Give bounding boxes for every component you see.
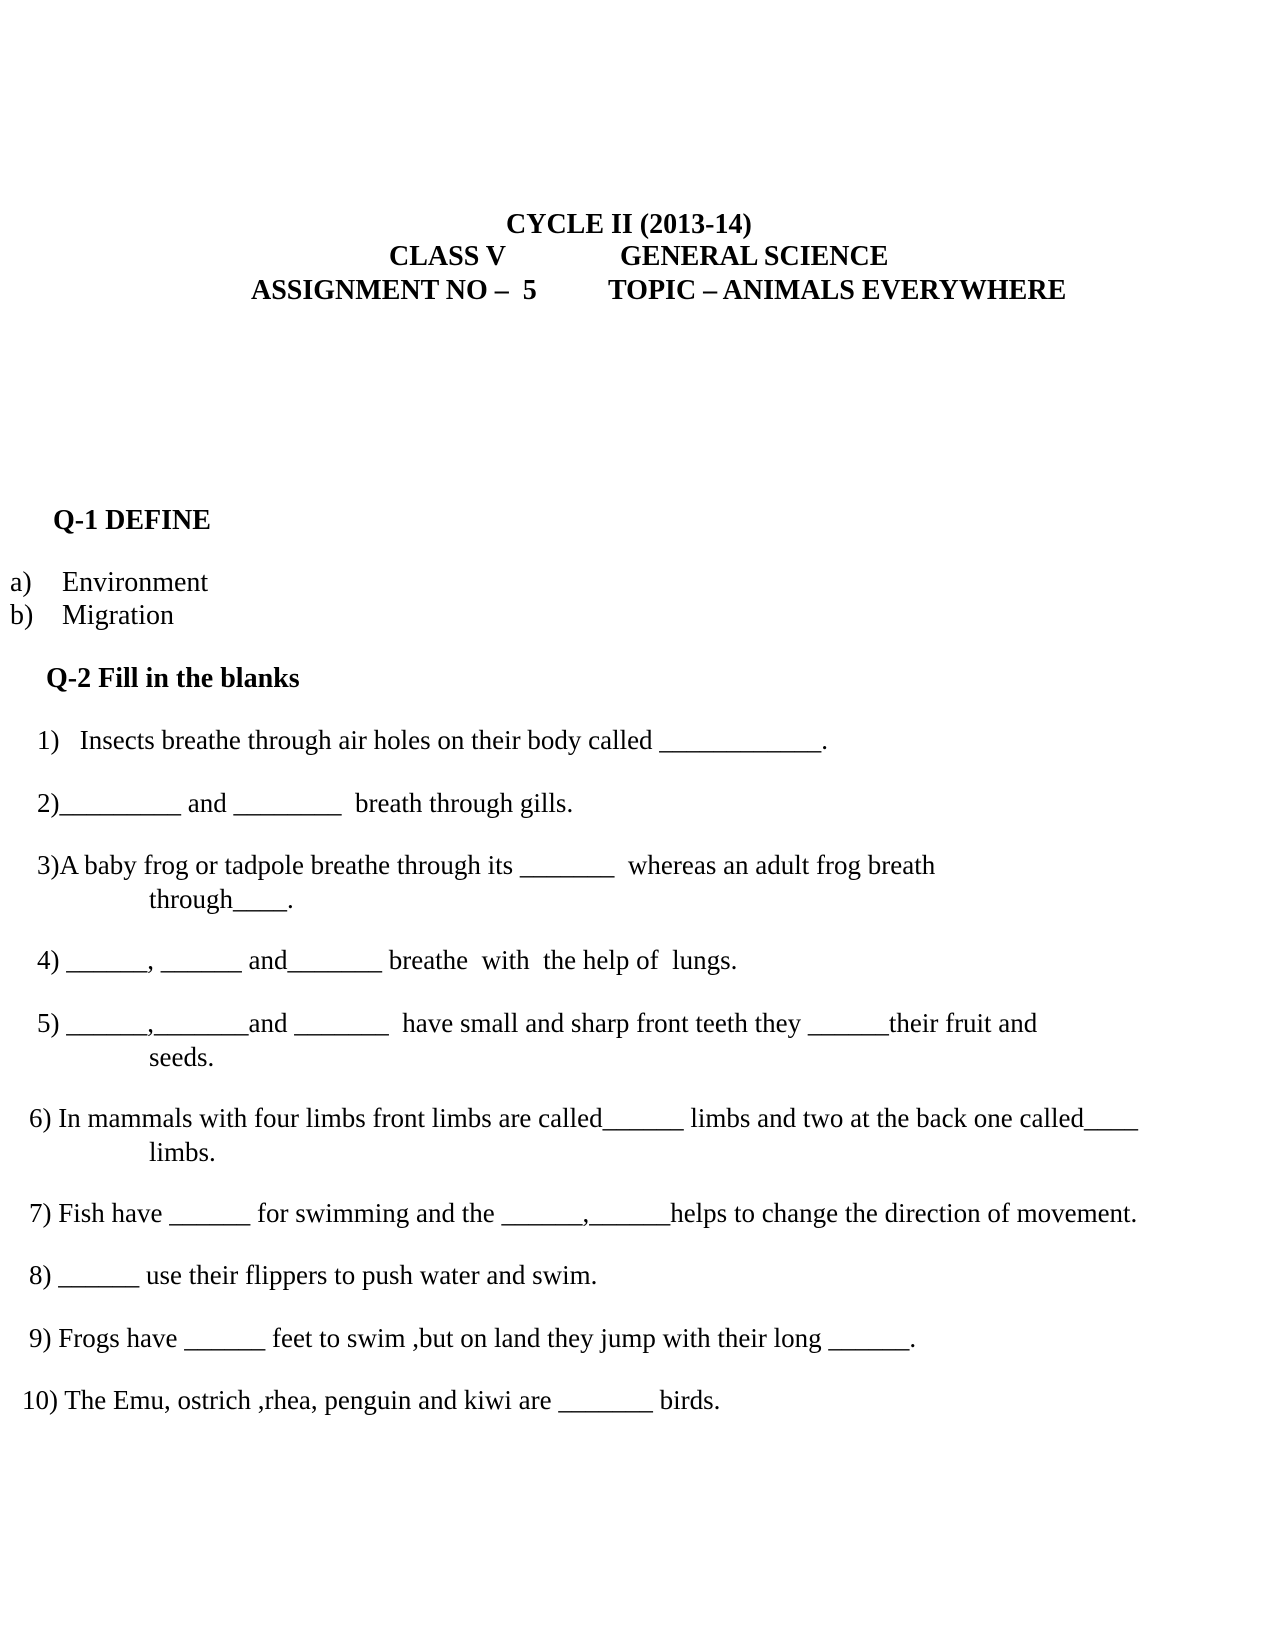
- q2-item-8: 8) ______ use their flippers to push water and swim.: [29, 1260, 598, 1290]
- q1-item-a-text: Environment: [62, 567, 209, 598]
- header-cycle: CYCLE II (2013-14): [506, 209, 752, 240]
- header-assignment: ASSIGNMENT NO – 5: [251, 275, 537, 306]
- header-topic: TOPIC – ANIMALS EVERYWHERE: [608, 275, 1067, 306]
- q1-item-b-text: Migration: [62, 600, 174, 631]
- q2-item-3-cont: through____.: [149, 884, 294, 914]
- header-class: CLASS V: [389, 241, 506, 272]
- q2-heading: Q-2 Fill in the blanks: [46, 663, 300, 694]
- q2-item-5-cont: seeds.: [149, 1042, 215, 1072]
- q2-item-6: 6) In mammals with four limbs front limbs are called______ limbs and two at the back one called____: [29, 1103, 1138, 1133]
- q2-item-3: 3)A baby frog or tadpole breathe through its _______ whereas an adult frog breath: [37, 850, 936, 880]
- q2-item-2: 2)_________ and ________ breath through gills.: [37, 788, 574, 818]
- q2-item-7: 7) Fish have ______ for swimming and the ______,______helps to change the direction of movement.: [29, 1198, 1138, 1228]
- q1-item-a-marker: a): [10, 567, 32, 598]
- q1-heading: Q-1 DEFINE: [53, 505, 211, 536]
- q2-item-5: 5) ______,_______and _______ have small and sharp front teeth they ______their fruit and: [37, 1008, 1038, 1038]
- q2-item-6-cont: limbs.: [149, 1137, 216, 1167]
- q2-item-10: 10) The Emu, ostrich ,rhea, penguin and kiwi are _______ birds.: [22, 1385, 721, 1415]
- q2-item-9: 9) Frogs have ______ feet to swim ,but on land they jump with their long ______.: [29, 1323, 917, 1353]
- q2-item-4: 4) ______, ______ and_______ breathe with the help of lungs.: [37, 945, 738, 975]
- q1-item-b-marker: b): [10, 600, 34, 631]
- header-subject: GENERAL SCIENCE: [620, 241, 889, 272]
- q2-item-1: 1) Insects breathe through air holes on their body called ____________.: [37, 725, 829, 755]
